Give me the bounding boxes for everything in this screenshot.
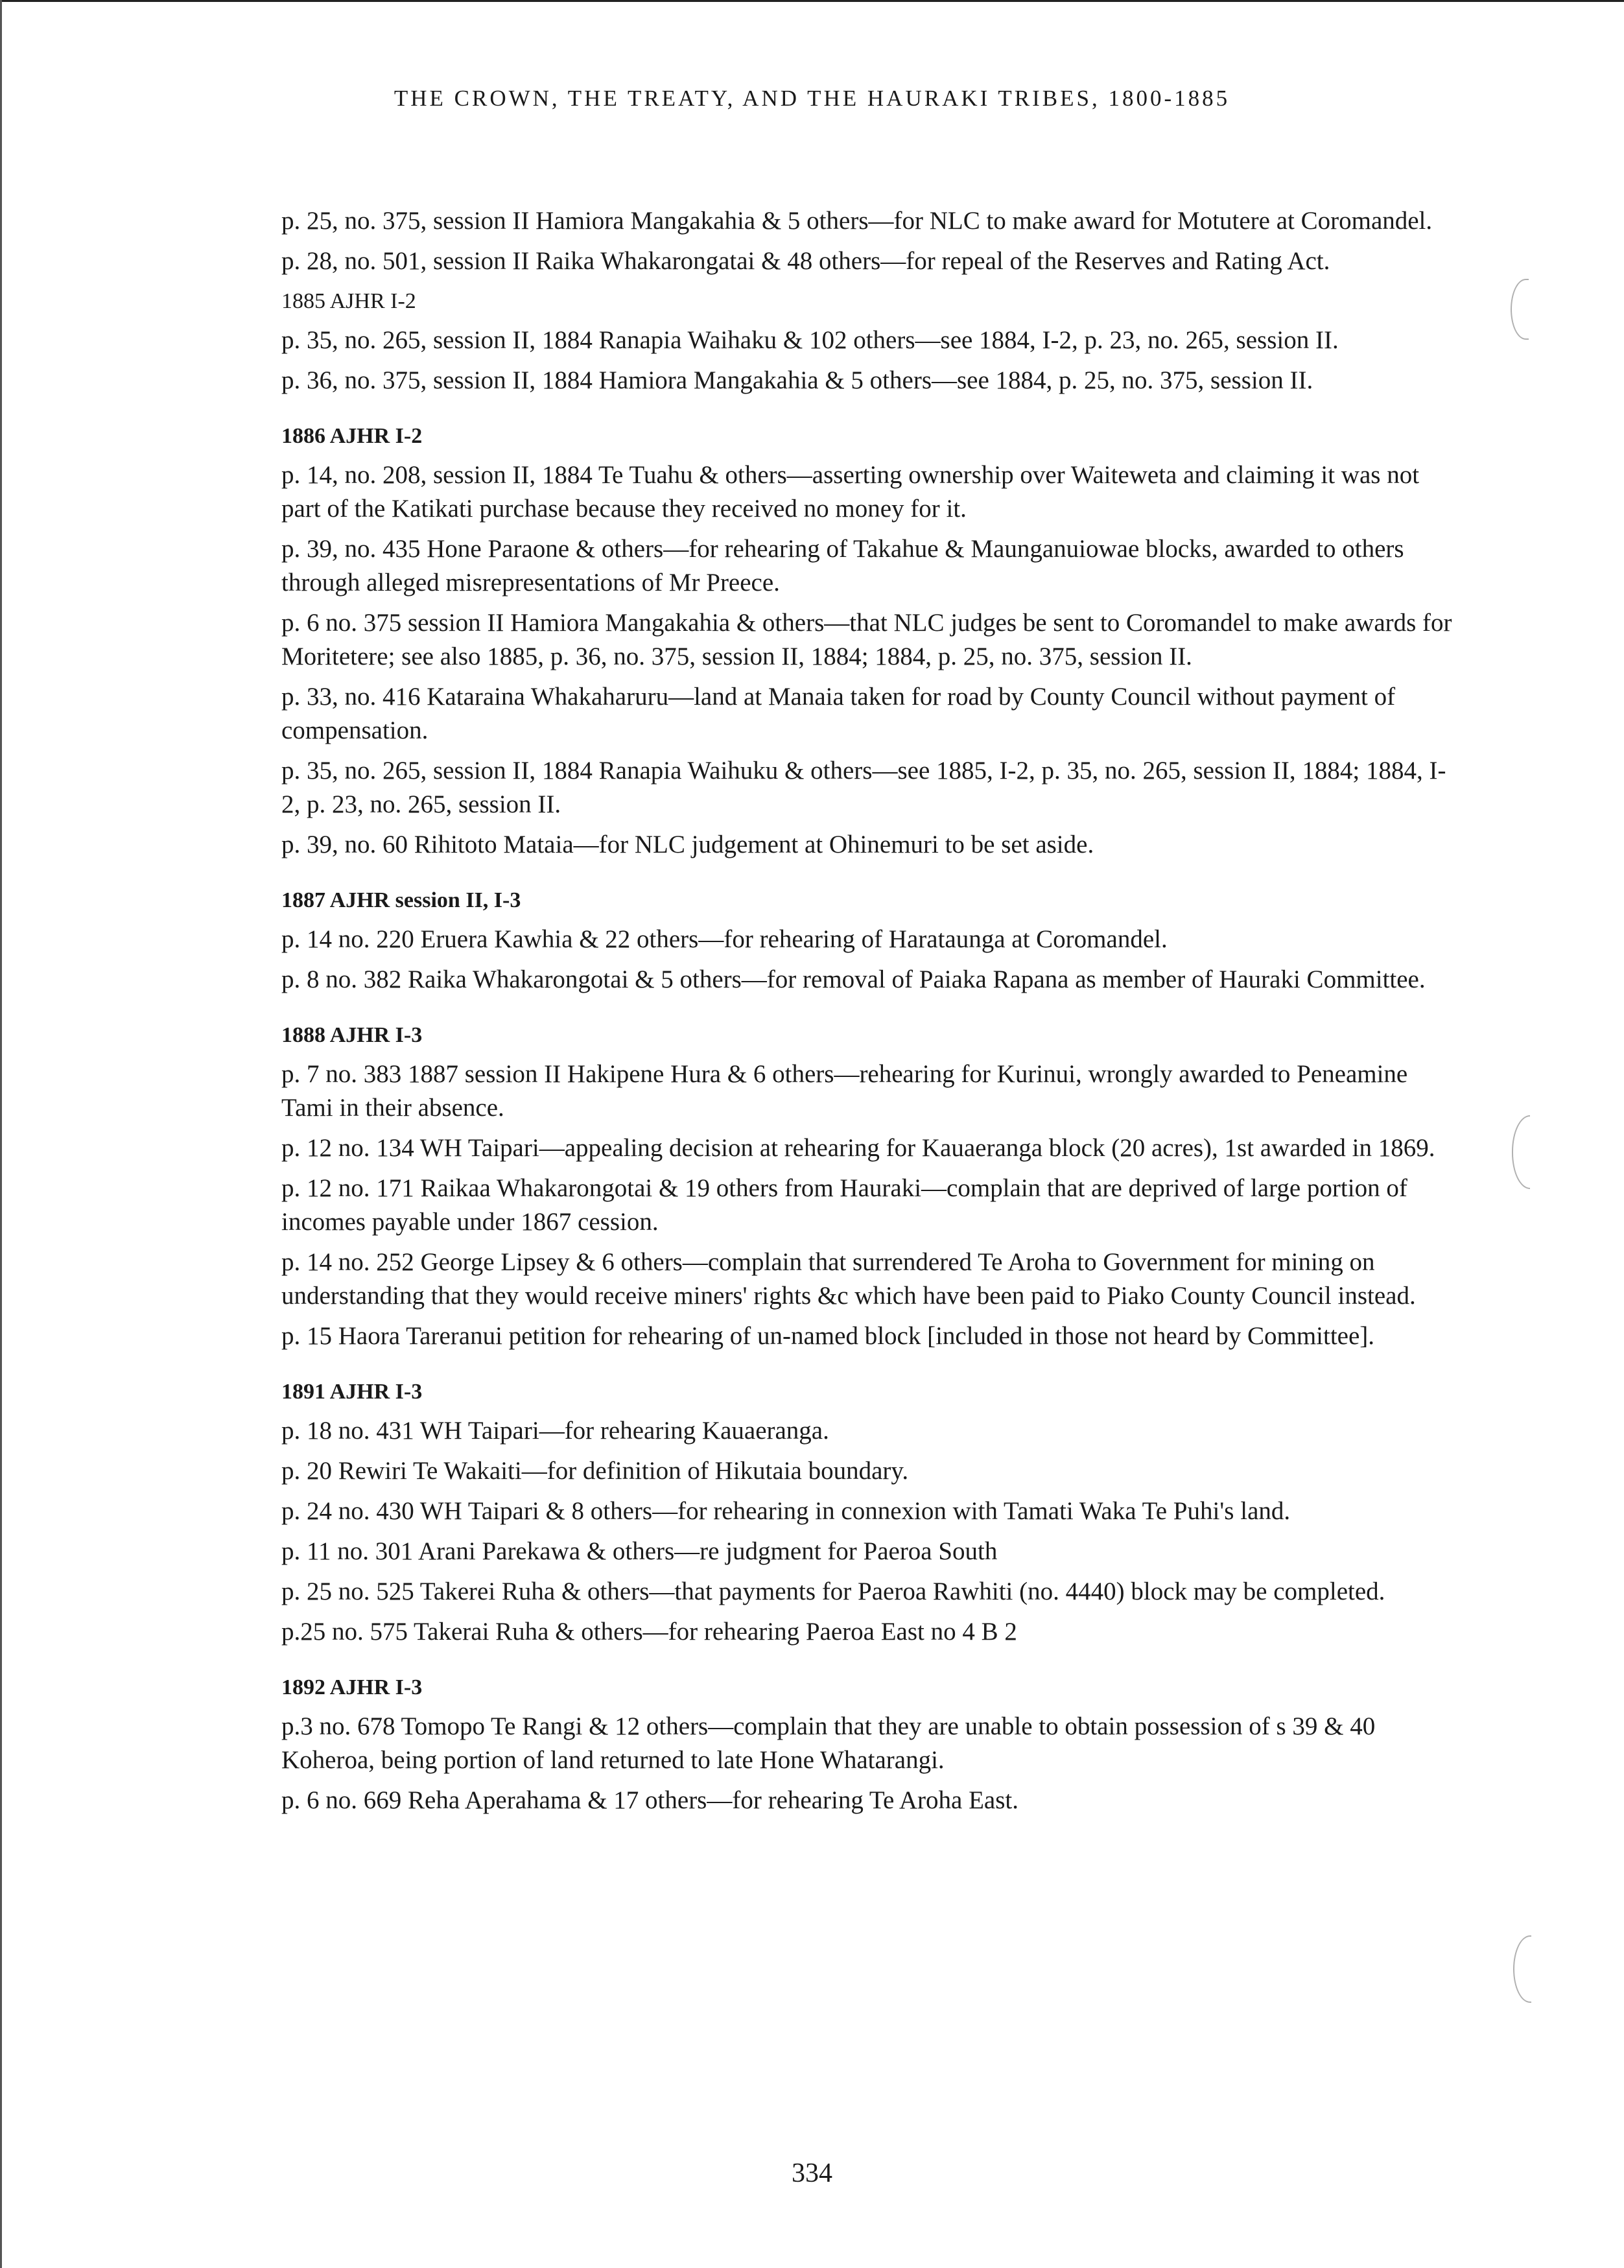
section-heading: 1887 AJHR session II, I-3 xyxy=(281,888,521,912)
list-item: p. 12 no. 171 Raikaa Whakarongotai & 19 others from Hauraki—complain that are deprived of large portion of incomes payable under 1867 cession. xyxy=(281,1174,1407,1236)
list-item: p. 15 Haora Tareranui petition for rehearing of un-named block [included in those not heard by Committee]. xyxy=(281,1322,1375,1350)
list-item: p.3 no. 678 Tomopo Te Rangi & 12 others—complain that they are unable to obtain possession of s 39 & 40 Koheroa, being portion of land returned to late Hone Whatarangi. xyxy=(281,1712,1376,1774)
section-1892 xyxy=(281,1671,1461,1817)
list-item: p. 28, no. 501, session II Raika Whakarongatai & 48 others—for repeal of the Reserves and Rating Act. xyxy=(281,247,1330,275)
section-continuation xyxy=(281,204,1461,278)
top-border-line xyxy=(0,0,1624,2)
list-item: p. 20 Rewiri Te Wakaiti—for definition of Hikutaia boundary. xyxy=(281,1457,909,1485)
list-item: p. 8 no. 382 Raika Whakarongotai & 5 others—for removal of Paiaka Rapana as member of Hauraki Committee. xyxy=(281,965,1426,993)
running-head: THE CROWN, THE TREATY, AND THE HAURAKI TRIBES, 1800-1885 xyxy=(394,86,1230,111)
section-heading: 1892 AJHR I-3 xyxy=(281,1675,423,1699)
section-heading: 1888 AJHR I-3 xyxy=(281,1023,423,1047)
list-item: p. 18 no. 431 WH Taipari—for rehearing Kauaeranga. xyxy=(281,1417,829,1445)
section-1887 xyxy=(281,884,1461,997)
petition-list xyxy=(281,204,1461,1824)
list-item: p. 14 no. 220 Eruera Kawhia & 22 others—for rehearing of Harataunga at Coromandel. xyxy=(281,925,1168,953)
list-item: p. 25, no. 375, session II Hamiora Mangakahia & 5 others—for NLC to make award for Motutere at Coromandel. xyxy=(281,207,1433,235)
binding-hole-mark xyxy=(1511,279,1529,340)
list-item: p. 35, no. 265, session II, 1884 Ranapia Waihuku & others—see 1885, I-2, p. 35, no. 265, session II, 1884; 1884, I-2, p. 23, no. 265, session II. xyxy=(281,757,1446,818)
list-item: p. 39, no. 435 Hone Paraone & others—for rehearing of Takahue & Maunganuiowae blocks, awarded to others through alleged misrepresentations of Mr Preece. xyxy=(281,535,1404,597)
list-item: p. 6 no. 375 session II Hamiora Mangakahia & others—that NLC judges be sent to Coromandel to make awards for Moritetere; see also 1885, p. 36, no. 375, session II, 1884; 1884, p. 25, no. 375, session II. xyxy=(281,609,1452,670)
section-1885 xyxy=(281,285,1461,397)
list-item: p. 7 no. 383 1887 session II Hakipene Hura & 6 others—rehearing for Kurinui, wrongly awarded to Peneamine Tami in their absence. xyxy=(281,1060,1408,1122)
binding-hole-mark xyxy=(1513,1935,1531,2003)
list-item: p. 35, no. 265, session II, 1884 Ranapia Waihaku & 102 others—see 1884, I-2, p. 23, no. 265, session II. xyxy=(281,326,1339,354)
left-border-line xyxy=(0,0,2,2268)
section-heading: 1886 AJHR I-2 xyxy=(281,424,423,448)
section-heading: 1885 AJHR I-2 xyxy=(281,289,416,313)
list-item: p. 24 no. 430 WH Taipari & 8 others—for rehearing in connexion with Tamati Waka Te Puhi's land. xyxy=(281,1497,1291,1525)
section-1891 xyxy=(281,1375,1461,1649)
list-item: p. 14 no. 252 George Lipsey & 6 others—complain that surrendered Te Aroha to Government for mining on understanding that they would receive miners' rights &c which have been paid to Piako County Council instead. xyxy=(281,1248,1416,1310)
list-item: p. 14, no. 208, session II, 1884 Te Tuahu & others—asserting ownership over Waiteweta and claiming it was not part of the Katikati purchase because they received no money for it. xyxy=(281,461,1420,523)
list-item: p. 25 no. 525 Takerei Ruha & others—that payments for Paeroa Rawhiti (no. 4440) block may be completed. xyxy=(281,1577,1385,1605)
list-item: p. 36, no. 375, session II, 1884 Hamiora Mangakahia & 5 others—see 1884, p. 25, no. 375, session II. xyxy=(281,366,1313,394)
binding-hole-mark xyxy=(1512,1115,1530,1189)
list-item: p. 33, no. 416 Kataraina Whakaharuru—land at Manaia taken for road by County Council without payment of compensation. xyxy=(281,683,1396,744)
section-heading: 1891 AJHR I-3 xyxy=(281,1380,423,1404)
section-1886 xyxy=(281,419,1461,862)
list-item: p. 12 no. 134 WH Taipari—appealing decision at rehearing for Kauaeranga block (20 acres), 1st awarded in 1869. xyxy=(281,1134,1435,1162)
section-1888 xyxy=(281,1019,1461,1353)
list-item: p. 11 no. 301 Arani Parekawa & others—re judgment for Paeroa South xyxy=(281,1537,998,1565)
list-item: p. 39, no. 60 Rihitoto Mataia—for NLC judgement at Ohinemuri to be set aside. xyxy=(281,831,1094,858)
list-item: p.25 no. 575 Takerai Ruha & others—for rehearing Paeroa East no 4 B 2 xyxy=(281,1618,1017,1646)
page-number: 334 xyxy=(792,2158,832,2188)
list-item: p. 6 no. 669 Reha Aperahama & 17 others—for rehearing Te Aroha East. xyxy=(281,1786,1018,1814)
